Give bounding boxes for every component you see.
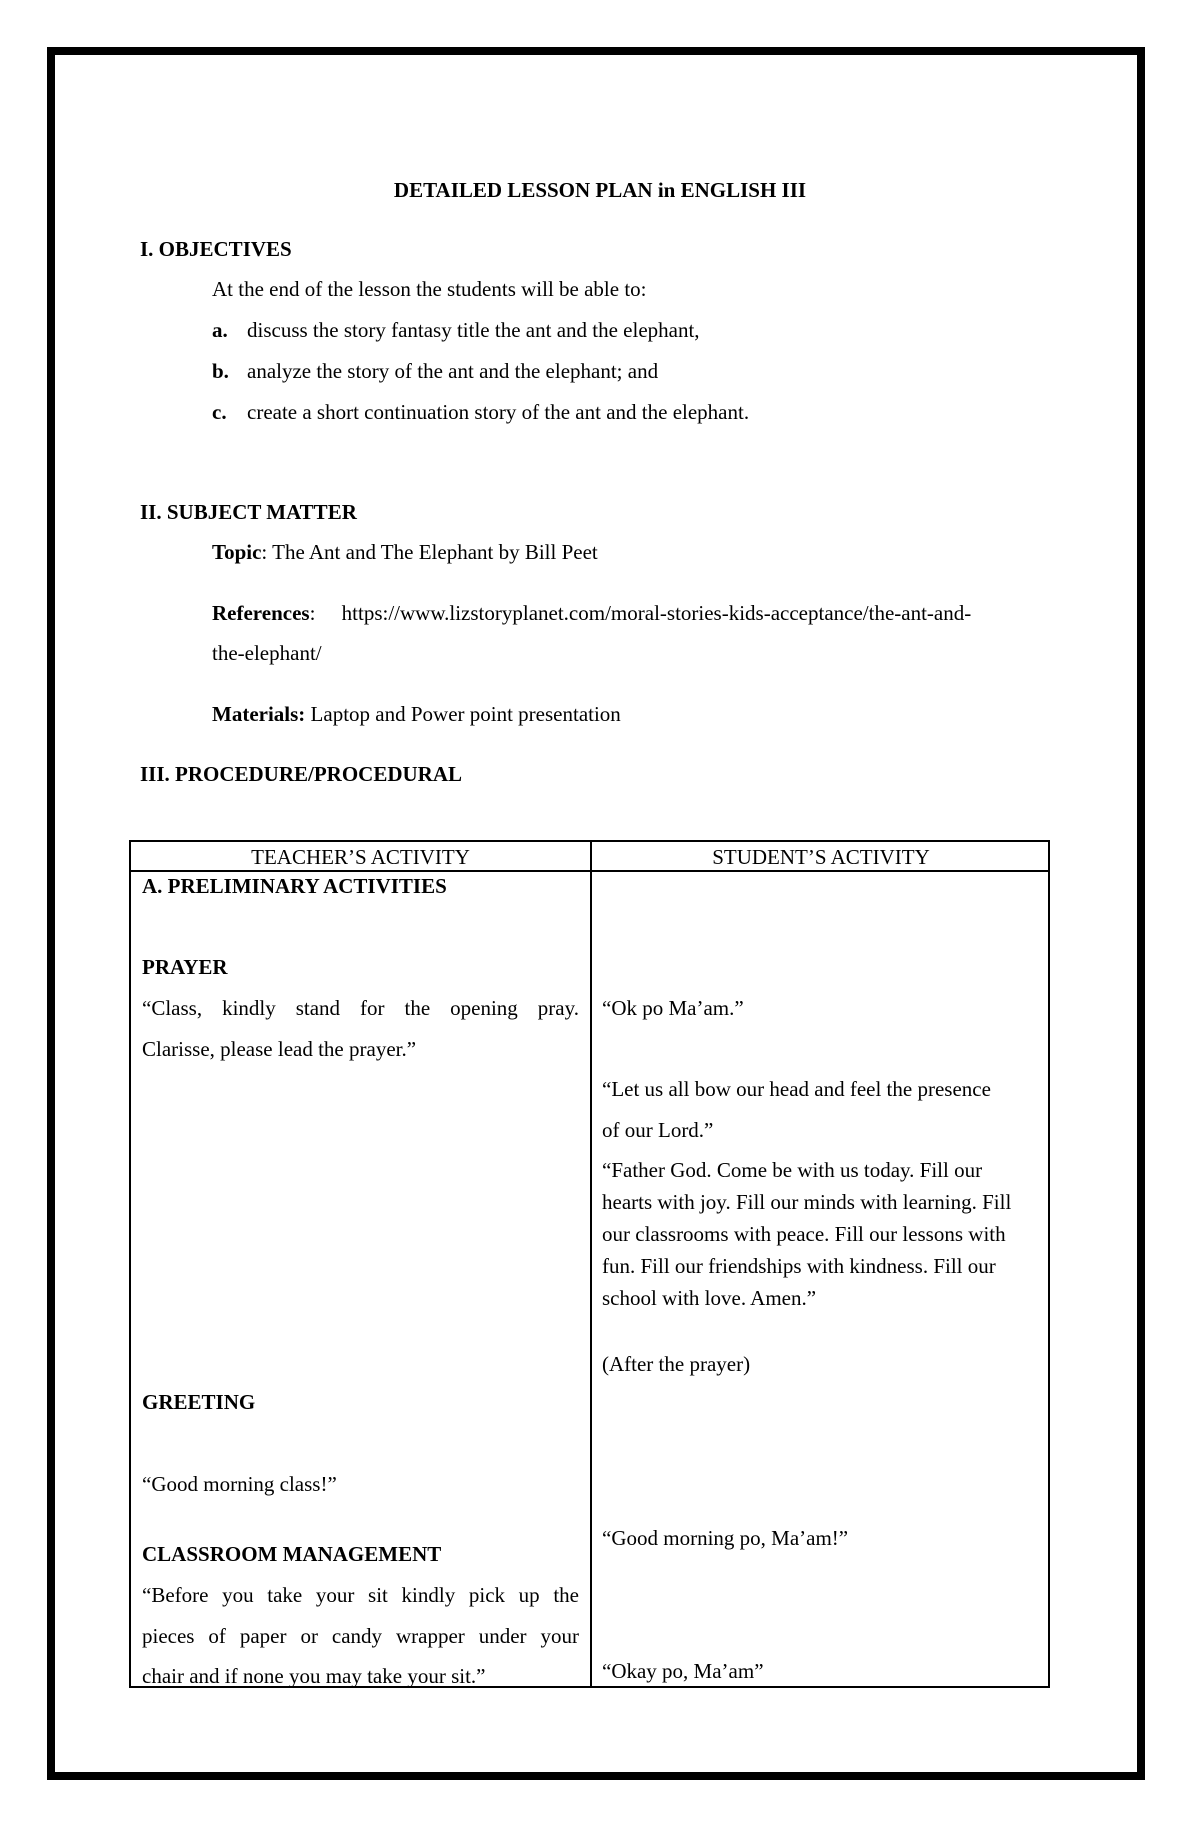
- materials-value: Laptop and Power point presentation: [305, 702, 621, 726]
- materials-line: [212, 702, 621, 726]
- topic-label: Topic: [212, 540, 262, 564]
- materials-label: Materials:: [212, 702, 306, 726]
- objective-item-a: discuss the story fantasy title the ant and the elephant,: [247, 318, 700, 342]
- student-greeting-response: “Good morning po, Ma’am!”: [602, 1526, 849, 1550]
- topic-value: : The Ant and The Elephant by Bill Peet: [261, 540, 598, 564]
- student-after-prayer: (After the prayer): [602, 1352, 751, 1376]
- procedure-heading: III. PROCEDURE/PROCEDURAL: [140, 762, 463, 786]
- teacher-prayer-line-2: Clarisse, please lead the prayer.”: [142, 1037, 417, 1061]
- references-value-continued: the-elephant/: [212, 641, 322, 665]
- teacher-greeting: “Good morning class!”: [142, 1472, 337, 1496]
- objective-marker-b: b.: [212, 359, 229, 383]
- references-label: References: [212, 601, 310, 625]
- teacher-prayer-line-1: “Class, kindly stand for the opening pray.: [142, 996, 579, 1020]
- student-prayer-text: “Father God. Come be with us today. Fill our hearts with joy. Fill our minds with learning. Fill our classrooms with peace. Fill our lessons with fun. Fill our friendships with kindness. Fill our school with love. Amen.”: [602, 1158, 1012, 1310]
- preliminary-activities-heading: A. PRELIMINARY ACTIVITIES: [142, 874, 447, 898]
- objectives-heading: I. OBJECTIVES: [140, 237, 292, 261]
- references-line: [212, 601, 971, 625]
- document-title: DETAILED LESSON PLAN in ENGLISH III: [393, 178, 807, 202]
- objective-item-c: create a short continuation story of the ant and the elephant.: [247, 400, 750, 424]
- subject-matter-heading: II. SUBJECT MATTER: [140, 500, 357, 524]
- greeting-heading: GREETING: [142, 1390, 256, 1414]
- teacher-classroom-line-1: “Before you take your sit kindly pick up the: [142, 1583, 579, 1607]
- classroom-management-heading: CLASSROOM MANAGEMENT: [142, 1542, 442, 1566]
- topic-line: [212, 540, 598, 564]
- objectives-intro: At the end of the lesson the students will be able to:: [212, 277, 647, 301]
- teacher-classroom-line-2: pieces of paper or candy wrapper under your: [142, 1624, 579, 1648]
- procedure-table: [129, 840, 1050, 1688]
- objective-marker-a: a.: [212, 318, 228, 342]
- objective-item-b: analyze the story of the ant and the elephant; and: [247, 359, 659, 383]
- teacher-classroom-line-3: chair and if none you may take your sit.”: [142, 1664, 486, 1688]
- student-bow-line-2: of our Lord.”: [602, 1118, 714, 1142]
- column-header-student: STUDENT’S ACTIVITY: [712, 845, 930, 869]
- table-header-rule: [131, 870, 1048, 872]
- table-column-divider: [590, 842, 592, 1686]
- column-header-teacher: TEACHER’S ACTIVITY: [251, 845, 470, 869]
- student-okay-response: “Okay po, Ma’am”: [602, 1659, 764, 1683]
- prayer-heading: PRAYER: [142, 955, 228, 979]
- references-value: : https://www.lizstoryplanet.com/moral-stories-kids-acceptance/the-ant-and-: [309, 601, 972, 625]
- objective-marker-c: c.: [212, 400, 227, 424]
- student-bow-line-1: “Let us all bow our head and feel the presence: [602, 1077, 991, 1101]
- student-ok-response: “Ok po Ma’am.”: [602, 996, 744, 1020]
